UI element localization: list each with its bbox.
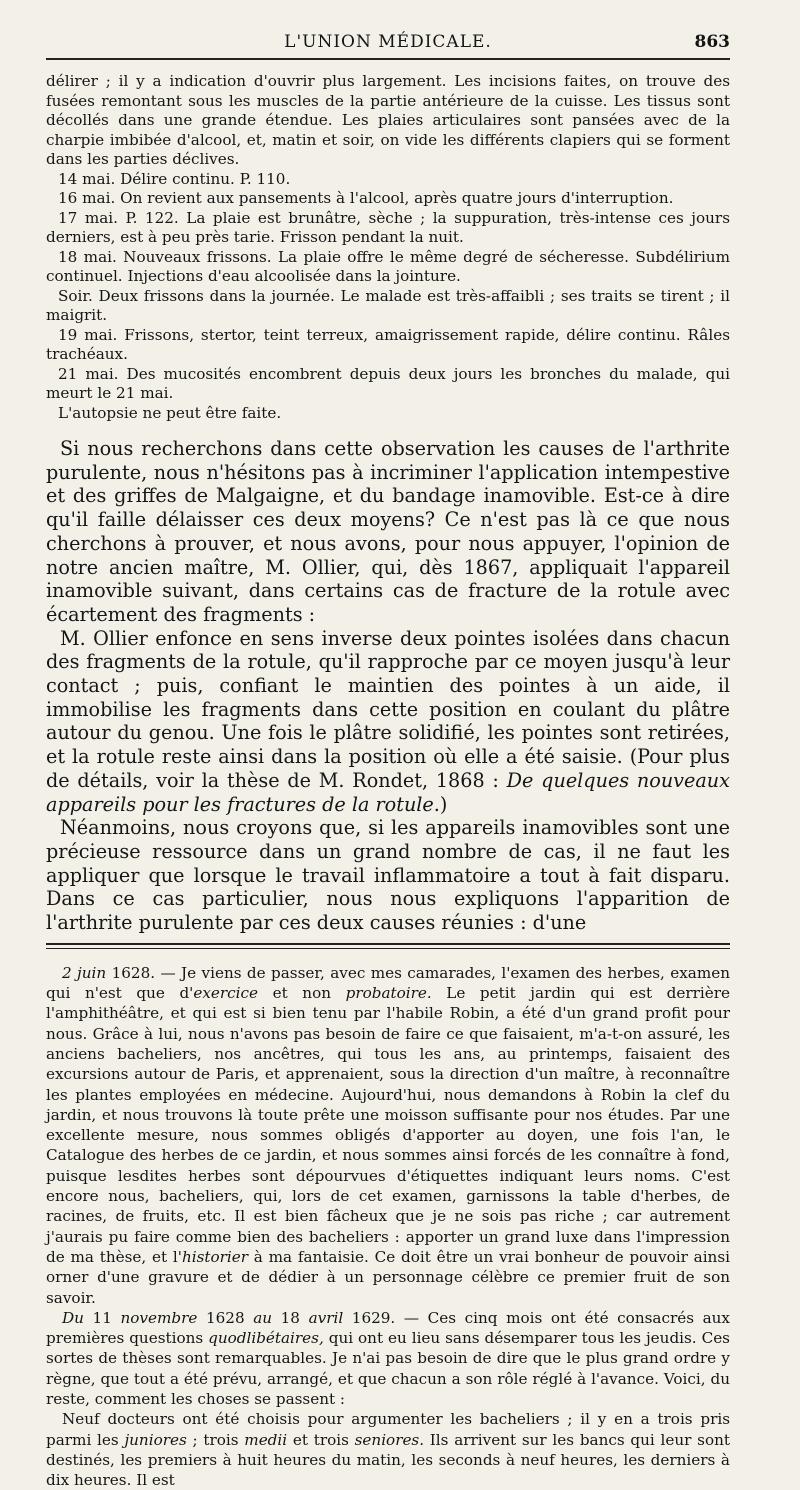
text-run: 11 [83,1308,121,1327]
italic-term: juniores [124,1430,187,1449]
italic-term: avril [308,1308,344,1327]
main-paragraph: Néanmoins, nous croyons que, si les appareils inamovibles sont une précieuse ressource dans un grand nombre de cas, il ne faut les appliquer que lorsque le travail inflammatoire a tout à fait disparu. Dans ce cas particulier, nous nous expliquons l'apparition de l'arthrite purulente par ces deux causes réunies : d'une [46,816,730,935]
italic-term: quodlibétaires, [208,1329,324,1348]
observation-entry: L'autopsie ne peut être faite. [58,403,282,422]
main-paragraph [46,627,730,817]
observation-entry: Soir. Deux frissons dans la journée. Le malade est très-affaibli ; ses traits se tirent ; il maigrit. [46,286,730,324]
italic-term: historier [181,1247,248,1266]
journal-title: L'UNION MÉDICALE. [284,32,492,52]
observation-entry: 18 mai. Nouveaux frissons. La plaie offre le même degré de sécheresse. Subdélirium continuel. Injections d'eau alcoolisée dans la jointure. [46,247,730,285]
text-run: et non [258,984,346,1003]
page-number: 863 [694,32,730,52]
text-run: et trois [287,1430,355,1449]
main-paragraph: Si nous recherchons dans cette observation les causes de l'arthrite purulente, nous n'hésitons pas à incriminer l'application intempestive et des griffes de Malgaigne, et du bandage inamovible. Est-ce à dire qu'il faille délaisser ces deux moyens? Ce n'est pas là ce que nous cherchons à prouver, et nous avons, pour nous appuyer, l'opinion de notre ancien maître, M. Ollier, qui, dès 1867, appliquait l'appareil inamovible suivant, dans certains cas de fracture de la rotule avec écartement des fragments : [46,437,730,626]
feuilleton-section [46,963,730,1490]
italic-term: novembre [120,1308,198,1327]
text-run: Neuf docteurs ont été choisis pour argumenter les bacheliers ; il y en a trois pris parmi les [46,1410,730,1449]
main-text [46,437,730,935]
feuilleton-paragraph [46,1308,730,1409]
entry-date: 2 juin [62,963,107,982]
main-text-run: .) [433,792,448,816]
observation-paragraph: délirer ; il y a indication d'ouvrir plus largement. Les incisions faites, on trouve des fusées remontant sous les muscles de la partie antérieure de la cuisse. Les tissus sont décollés dans une grande étendue. Les plaies articulaires sont pansées avec de la charpie imbibée d'alcool, et, matin et soir, on vide les différents clapiers qui se forment dans les parties déclives. [46,72,730,168]
observation-entry: 16 mai. On revient aux pansements à l'alcool, après quatre jours d'interruption. [58,189,674,207]
main-text-run: M. Ollier enfonce en sens inverse deux pointes isolées dans chacun des fragments de la rotule, qu'il rapproche par ce moyen jusqu'à leur contact ; puis, confiant le maintien des pointes à un aide, il immobilise les fragments dans cette position en coulant du plâtre autour du genou. Une fois le plâtre solidifié, les pointes sont retirées, et la rotule reste ainsi dans la position où elle a été saisie. (Pour plus de détails, voir la thèse de M. Rondet, 1868 : [46,626,730,792]
italic-term: medii [244,1430,288,1449]
text-run: 1628. — Je viens de passer, avec mes camarades, l'examen des herbes, examen qui n'est que d' [46,963,731,1003]
observation-entry: 17 mai. P. 122. La plaie est brunâtre, sèche ; la suppuration, très-intense ces jours derniers, est à peu près tarie. Frisson pendant la nuit. [46,208,730,246]
observation-entry: 21 mai. Des mucosités encombrent depuis deux jours les bronches du malade, qui meurt le 21 mai. [46,364,730,402]
page-header [46,28,730,60]
italic-term: Du [62,1308,84,1327]
observation-entry: 19 mai. Frissons, stertor, teint terreux, amaigrissement rapide, délire continu. Râles trachéaux. [46,325,730,363]
feuilleton-divider [46,943,730,949]
italic-term: exercice [193,984,259,1003]
text-run: Le petit jardin qui est derrière l'amphithéâtre, et qui est si bien tenu par l'habile Robin, a été d'un grand profit pour nous. Grâce à lui, nous n'avons pas besoin de faire ce que faisaient, m'a-t-on assuré, les anciens bacheliers, nos ancêtres, qui tous les ans, au printemps, faisaient des excursions autour de Paris, et apprenaient, sous la direction d'un maître, à reconnaître les plantes employées en médecine. Aujourd'hui, nous demandons à Robin la clef du jardin, et nous trouvons là toute prête une moisson suffisante pour nos études. Par une excellente mesure, nous sommes obligés d'apporter au doyen, une fois l'an, le Catalogue des herbes de ce jardin, et nous sommes ainsi forcés de les connaître à fond, puisque lesdites herbes sont dépourvues d'étiquettes indiquant leurs noms. C'est encore nous, bacheliers, qui, lors de cet examen, garnissons la table d'herbes, de racines, de fruits, etc. Il est bien fâcheux que je ne sois pas riche ; car autrement j'aurais pu faire comme bien des bacheliers : apporter un grand luxe dans l'impression de ma thèse, et l' [46,984,731,1266]
observation-section [46,72,730,423]
feuilleton-paragraph [46,963,730,1308]
text-run: Ils arrivent sur les bancs qui leur sont destinés, les premiers à huit heures du matin, les seconds à neuf heures, les derniers à dix heures. Il est [46,1430,730,1490]
text-run: 18 [272,1308,309,1327]
thesis-title: De quelques nouveaux appareils pour les fractures de la rotule [46,768,730,816]
text-run: 1628 [197,1308,254,1327]
italic-term: seniores. [354,1430,425,1449]
text-run: ; trois [186,1430,245,1449]
italic-term: au [253,1308,273,1327]
feuilleton-paragraph [46,1409,730,1490]
text-run: qui ont eu lieu sans désemparer tous les jeudis. Ces sortes de thèses sont remarquables. Je n'ai pas besoin de dire que le plus grand ordre y règne, que tout a été prévu, arrangé, et que chacun a son rôle réglé à l'avance. Voici, du reste, comment les choses se passent : [46,1329,730,1408]
italic-term: probatoire. [345,984,432,1003]
observation-entry: 14 mai. Délire continu. P. 110. [58,169,291,188]
text-run: à ma fantaisie. Ce doit être un vrai bonheur de pouvoir ainsi orner d'une gravure et de dédier à un personnage célèbre ce premier fruit de son savoir. [46,1247,730,1307]
text-run: 1629. — Ces cinq mois ont été consacrés aux premières questions [46,1308,730,1348]
